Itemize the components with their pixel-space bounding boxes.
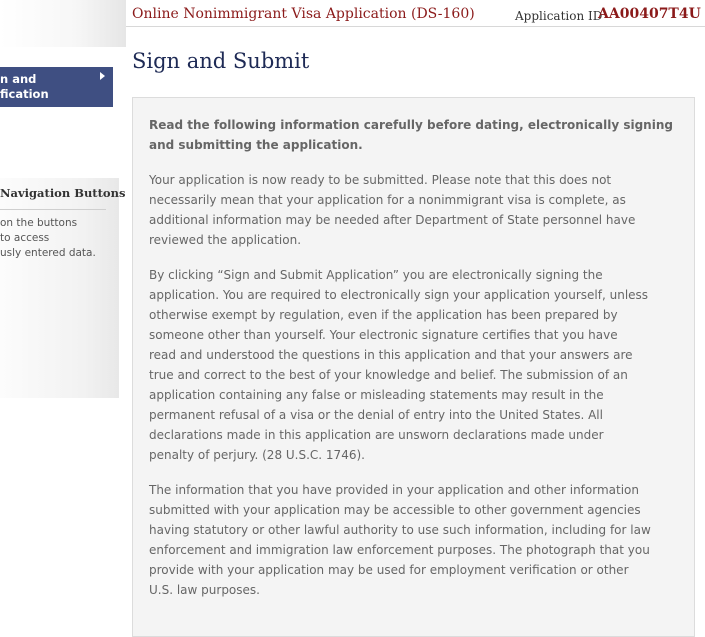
paragraph-line: U.S. law purposes. (149, 583, 260, 597)
application-title: Online Nonimmigrant Visa Application (DS-160) (132, 6, 475, 22)
paragraph-line: true and correct to the best of your knowledge and belief. The submission of an (149, 368, 628, 382)
intro-line: and submitting the application. (149, 138, 363, 152)
application-id-label: Application ID (515, 9, 603, 23)
help-panel-divider (0, 209, 106, 210)
application-id-value: AA00407T4U (598, 6, 701, 22)
paragraph-line: having statutory or other lawful authority to use such information, including for law (149, 523, 651, 537)
paragraph-line: The information that you have provided in your application and other information (149, 483, 639, 497)
chevron-right-icon (100, 72, 105, 80)
paragraph-line: provide with your application may be used for employment verification or other (149, 563, 629, 577)
help-text-line: usly entered data. (0, 247, 96, 259)
page-title: Sign and Submit (132, 49, 310, 73)
sidebar-item-label-line-1: n and (0, 72, 37, 86)
paragraph-electronic-signature (149, 265, 684, 465)
paragraph-line: reviewed the application. (149, 233, 302, 247)
paragraph-line: additional information may be needed after Department of State personnel have (149, 213, 636, 227)
paragraph-line: read and understood the questions in this application and that your answers are (149, 348, 633, 362)
paragraph-line: otherwise exempt by regulation, even if the application has been prepared by (149, 308, 618, 322)
paragraph-line: penalty of perjury. (28 U.S.C. 1746). (149, 448, 365, 462)
paragraph-line: declarations made in this application are unsworn declarations made under (149, 428, 604, 442)
paragraph-line: Your application is now ready to be submitted. Please note that this does not (149, 173, 612, 187)
help-panel-text (0, 216, 119, 261)
sidebar-header-area (0, 0, 126, 47)
paragraph-line: someone other than yourself. Your electronic signature certifies that you have (149, 328, 618, 342)
paragraph-line: enforcement and immigration law enforcement purposes. The photograph that you (149, 543, 650, 557)
paragraph-ready-to-submit (149, 170, 684, 250)
sidebar-item-label-line-2: fication (0, 87, 49, 101)
navigation-help-panel (0, 178, 126, 398)
paragraph-line: submitted with your application may be accessible to other government agencies (149, 503, 641, 517)
intro-instructions (149, 115, 679, 155)
paragraph-information-sharing (149, 480, 684, 600)
header-divider (126, 26, 705, 27)
help-panel-title: Navigation Buttons (0, 186, 126, 200)
help-text-line: on the buttons (0, 217, 78, 229)
paragraph-line: necessarily mean that your application for a nonimmigrant visa is complete, as (149, 193, 626, 207)
paragraph-line: permanent refusal of a visa or the denial of entry into the United States. All (149, 408, 603, 422)
intro-line: Read the following information carefully before dating, electronically signing (149, 118, 673, 132)
paragraph-line: By clicking “Sign and Submit Application” you are electronically signing the (149, 268, 603, 282)
paragraph-line: application. You are required to electronically sign your application yourself, unless (149, 288, 649, 302)
sign-and-submit-content (132, 97, 695, 637)
help-text-line: to access (0, 232, 50, 244)
sidebar-item-sign-and-submit[interactable] (0, 67, 113, 107)
paragraph-line: application containing any false or misleading statements may result in the (149, 388, 604, 402)
